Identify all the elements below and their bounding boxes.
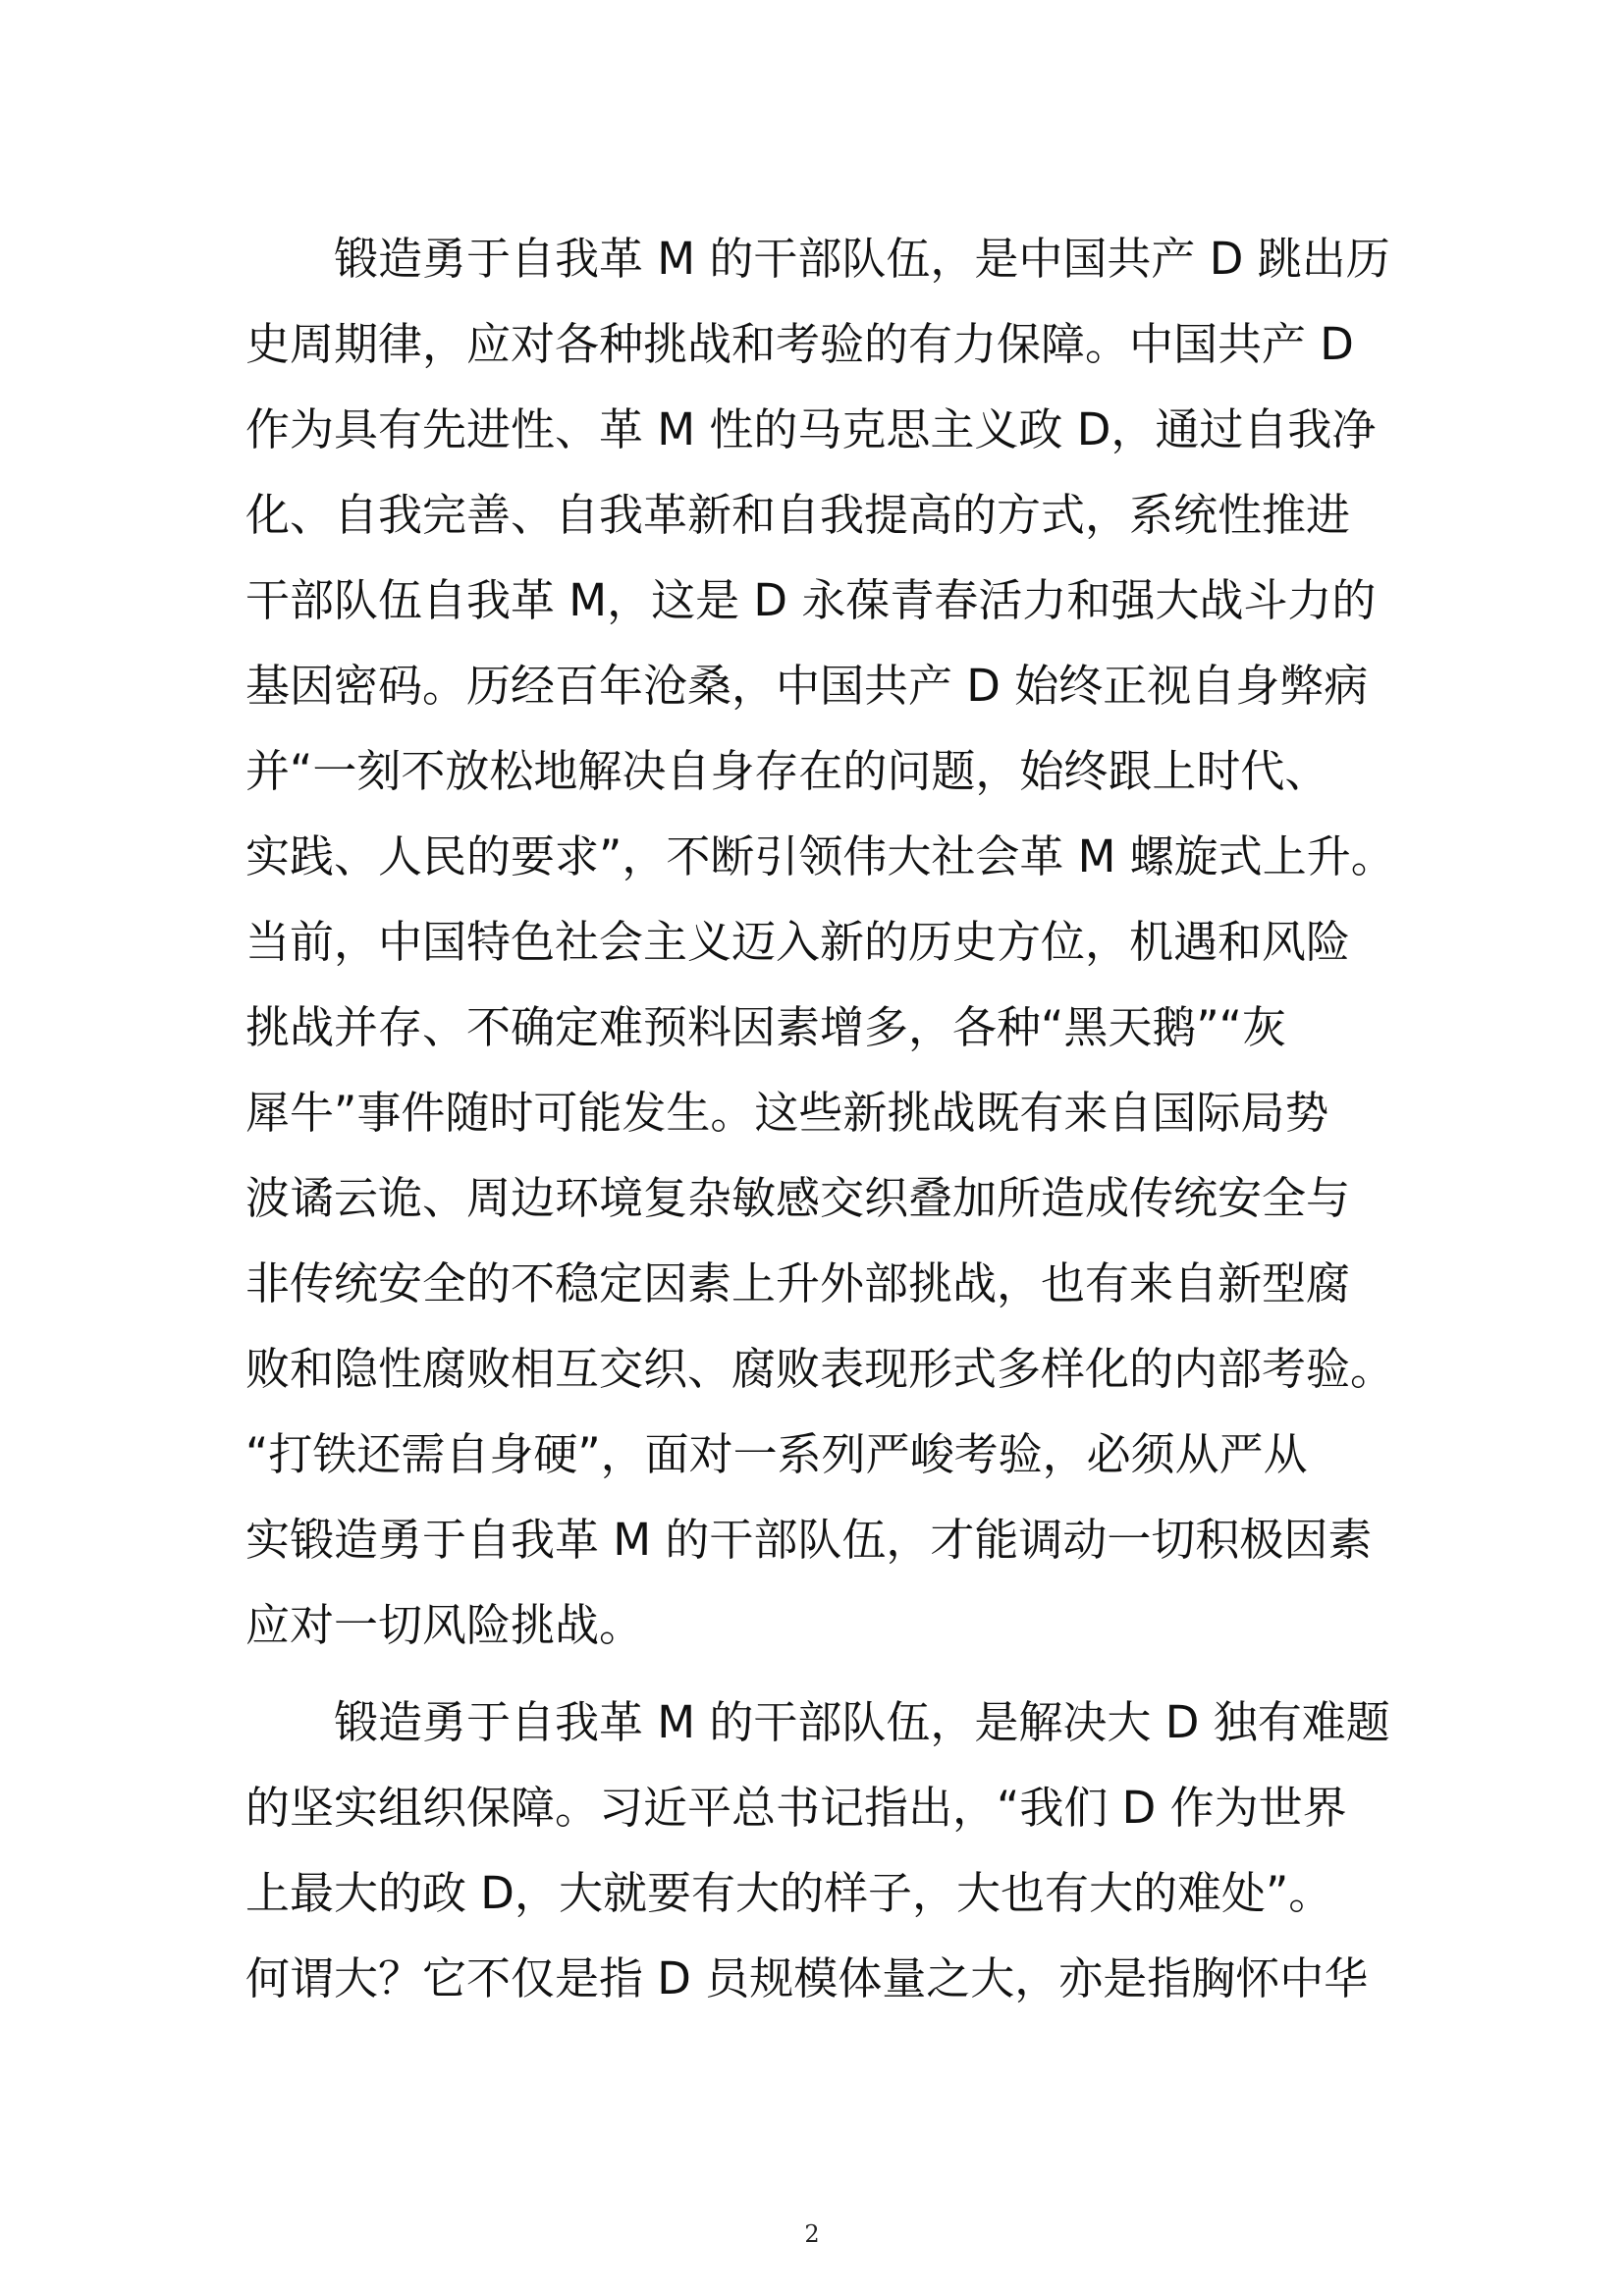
text-line: 实锻造勇于自我革 M 的干部队伍，才能调动一切积极因素 — [245, 1514, 1373, 1566]
text-line: 何谓大？它不仅是指 D 员规模体量之大，亦是指胸怀中华 — [245, 1952, 1369, 2004]
page-number: 2 — [804, 2220, 820, 2248]
text-line: 当前，中国特色社会主义迈入新的历史方位，机遇和风险 — [245, 916, 1351, 968]
text-line: 并“一刻不放松地解决自身存在的问题，始终跟上时代、 — [245, 745, 1329, 797]
text-line: “打铁还需自身硬”，面对一系列严峻考验，必须从严从 — [245, 1428, 1308, 1480]
text-line: 史周期律，应对各种挑战和考验的有力保障。中国共产 D — [245, 318, 1354, 370]
text-line: 上最大的政 D，大就要有大的样子，大也有大的难处”。 — [245, 1867, 1333, 1919]
text-line: 波谲云诡、周边环境复杂敏感交织叠加所造成传统安全与 — [245, 1172, 1351, 1224]
text-line: 挑战并存、不确定难预料因素增多，各种“黑天鹅”“灰 — [245, 1001, 1286, 1053]
text-line: 锻造勇于自我革 M 的干部队伍，是中国共产 D 跳出历 — [334, 233, 1390, 285]
text-line: 锻造勇于自我革 M 的干部队伍，是解决大 D 独有难题 — [334, 1696, 1390, 1748]
text-line: 作为具有先进性、革 M 性的马克思主义政 D，通过自我净 — [245, 403, 1377, 455]
text-line: 基因密码。历经百年沧桑，中国共产 D 始终正视自身弊病 — [245, 660, 1369, 712]
text-line: 干部队伍自我革 M，这是 D 永葆青春活力和强大战斗力的 — [245, 574, 1377, 626]
text-line: 实践、人民的要求”，不断引领伟大社会革 M 螺旋式上升。 — [245, 830, 1395, 882]
text-line: 败和隐性腐败相互交织、腐败表现形式多样化的内部考验。 — [245, 1343, 1395, 1395]
text-line: 化、自我完善、自我革新和自我提高的方式，系统性推进 — [245, 489, 1351, 541]
text-line: 犀牛”事件随时可能发生。这些新挑战既有来自国际局势 — [245, 1087, 1329, 1139]
text-line: 的坚实组织保障。习近平总书记指出，“我们 D 作为世界 — [245, 1782, 1347, 1834]
text-line: 应对一切风险挑战。 — [245, 1599, 644, 1651]
text-line: 非传统安全的不稳定因素上升外部挑战，也有来自新型腐 — [245, 1257, 1351, 1309]
